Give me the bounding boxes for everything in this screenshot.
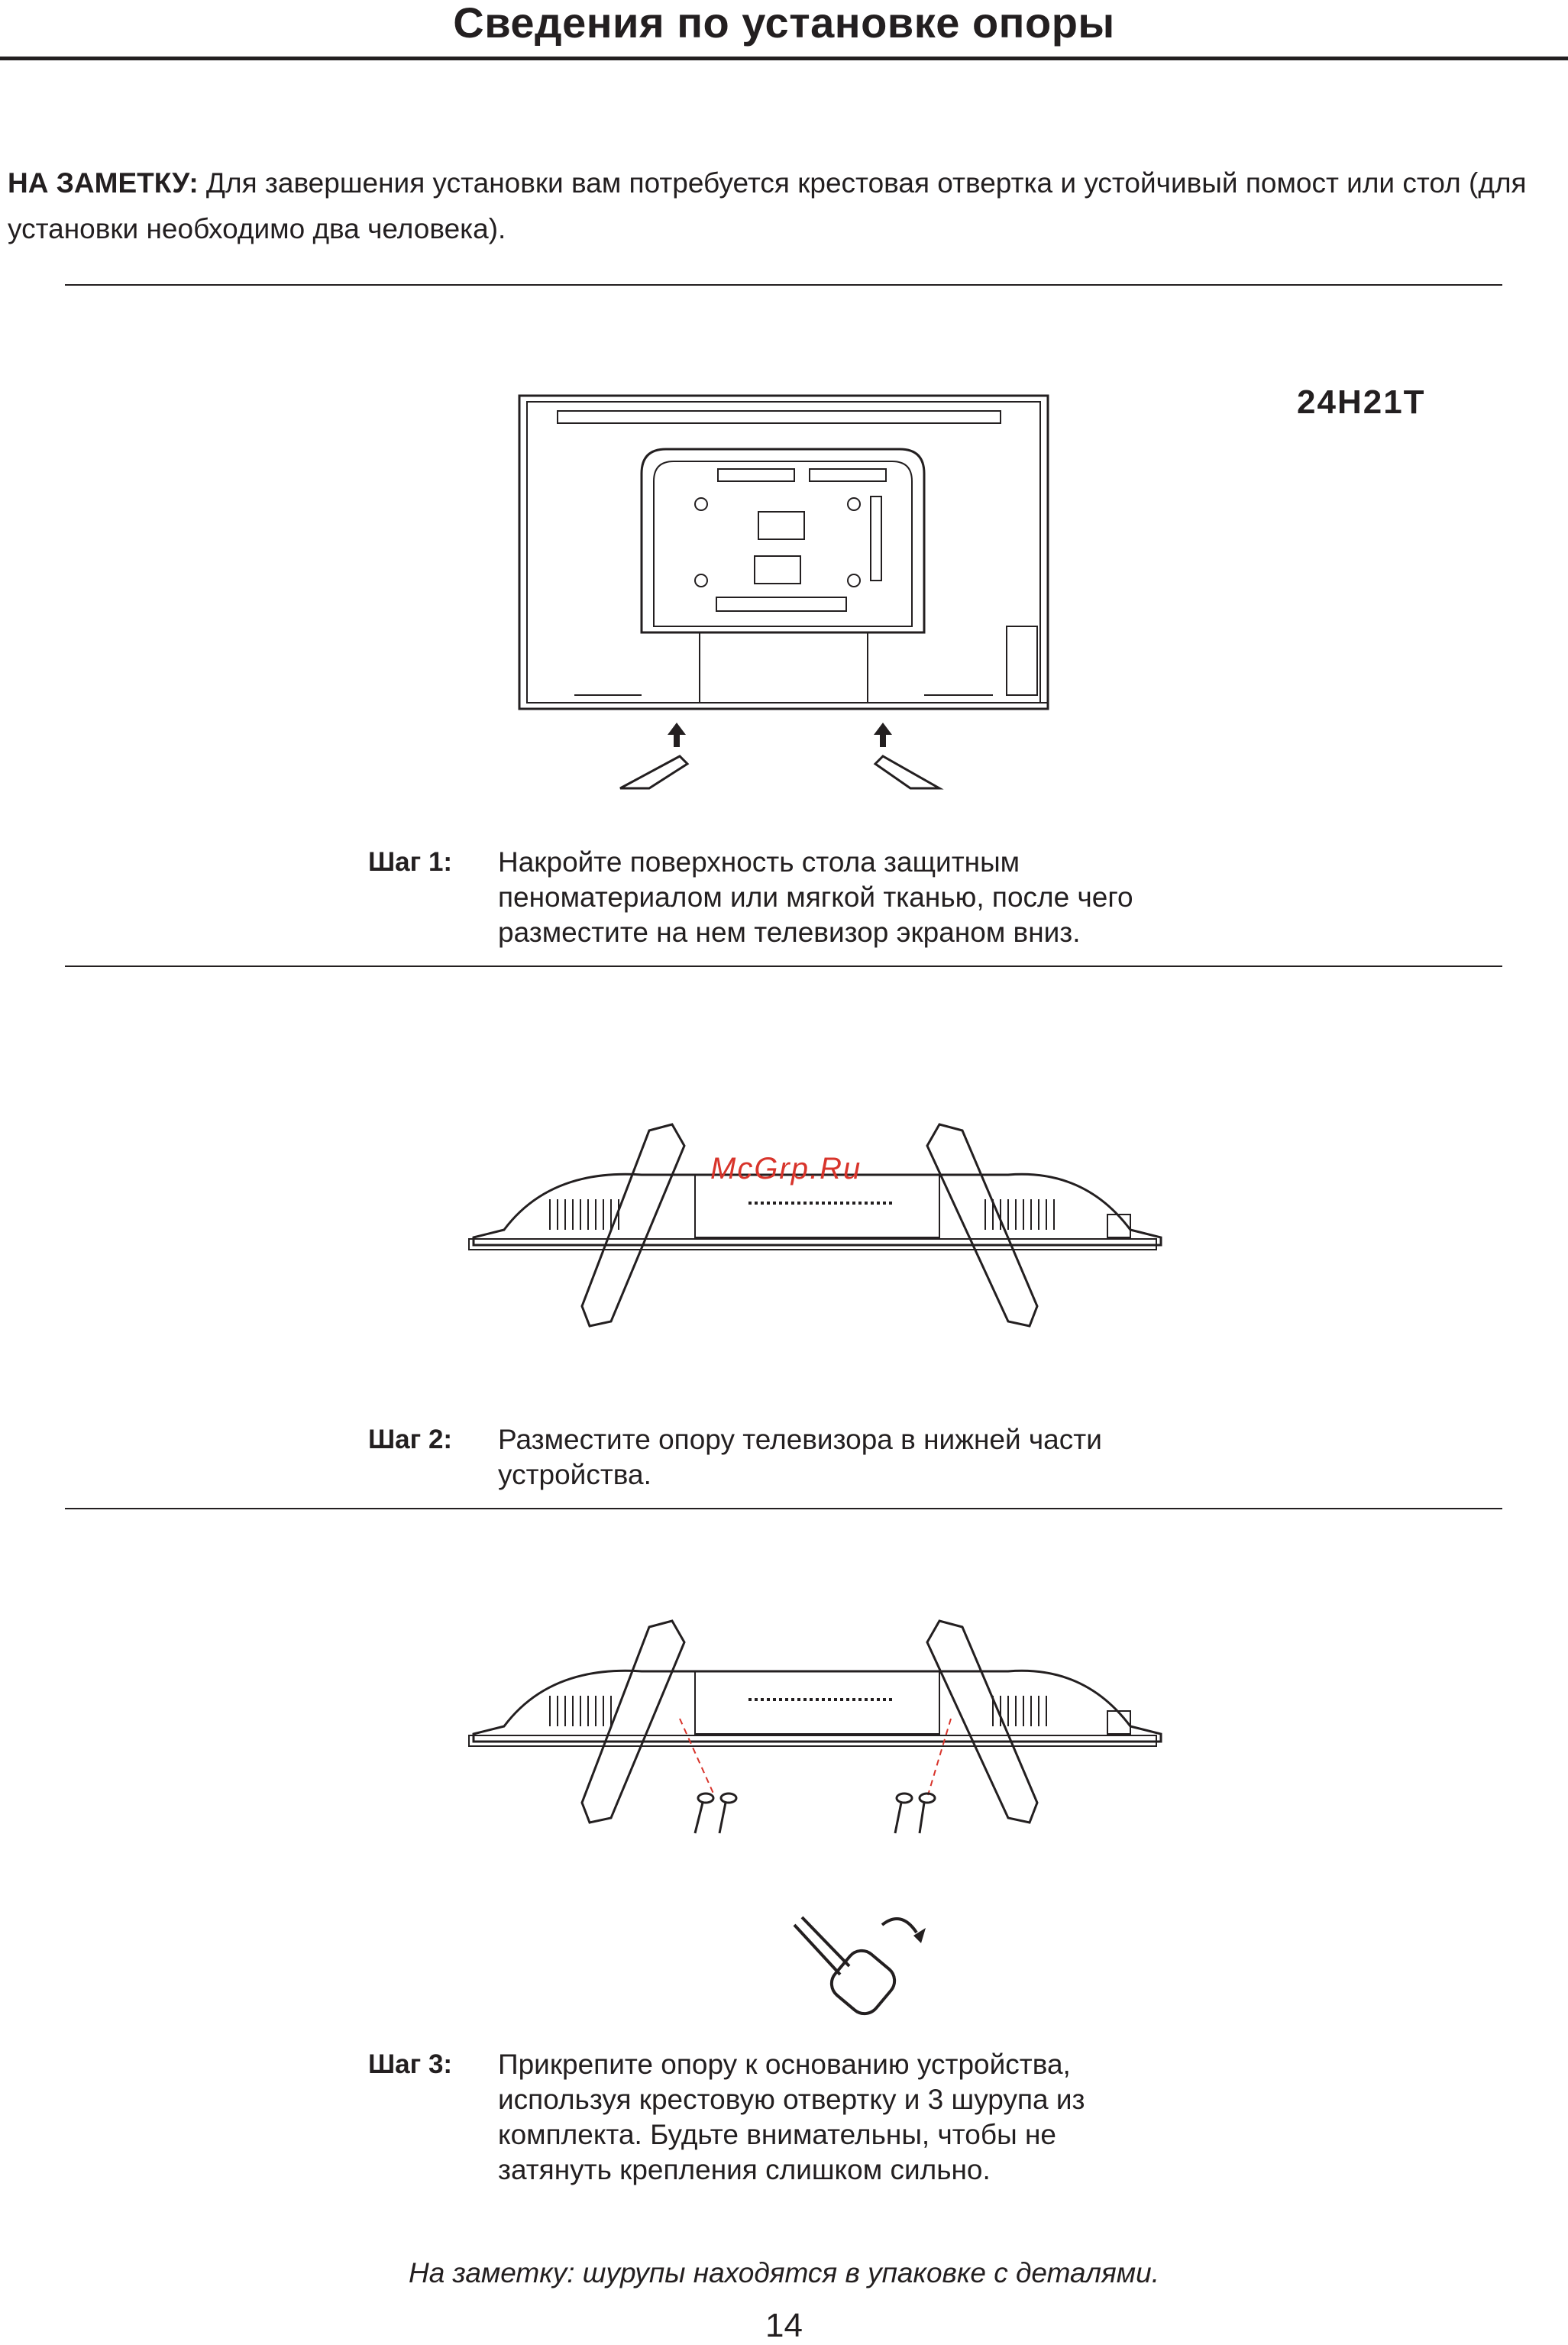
step-2-label: Шаг 2: [368,1425,453,1454]
step-1-label: Шаг 1: [368,847,453,877]
intro-note [8,160,1550,252]
step-1-line: пеноматериалом или мягкой тканью, после чего [498,881,1133,913]
step-1-text [498,845,1277,950]
tv-bottom-stand-illustration [458,1115,1161,1337]
note-text: Для завершения установки вам потребуется крестовая отвертка и устойчивый помост или стол (для установки необходимо два человека). [8,167,1527,244]
screwdriver-icon [779,1902,932,2024]
title-divider [0,57,1568,60]
tv-back-illustration [512,390,1062,802]
step-2-line: устройства. [498,1459,651,1490]
watermark: McGrp.Ru [710,1152,862,1185]
step-3-line: комплекта. Будьте внимательны, чтобы не [498,2119,1056,2150]
step-3-line: затянуть крепления слишком сильно. [498,2154,991,2185]
step-3-label: Шаг 3: [368,2049,453,2079]
step-3-line: используя крестовую отвертку и 3 шурупа из [498,2084,1085,2115]
page-title: Сведения по установке опоры [453,0,1115,47]
step-1-line: Накройте поверхность стола защитным [498,846,1020,878]
footnote: На заметку: шурупы находятся в упаковке с деталями. [408,2257,1160,2288]
note-label: НА ЗАМЕТКУ: [8,167,199,199]
step-1-line: разместите на нем телевизор экраном вниз. [498,917,1081,948]
step-3-line: Прикрепите опору к основанию устройства, [498,2049,1071,2080]
section-divider-top [65,284,1502,286]
section-divider-1 [65,965,1502,967]
section-divider-2 [65,1508,1502,1509]
page-number: 14 [765,2307,803,2344]
step-2-line: Разместите опору телевизора в нижней части [498,1424,1102,1455]
step-2-text [498,1422,1277,1493]
model-number: 24H21T [1297,383,1426,421]
tv-stand-screws-illustration [458,1612,1161,1856]
step-3-text [498,2047,1277,2188]
